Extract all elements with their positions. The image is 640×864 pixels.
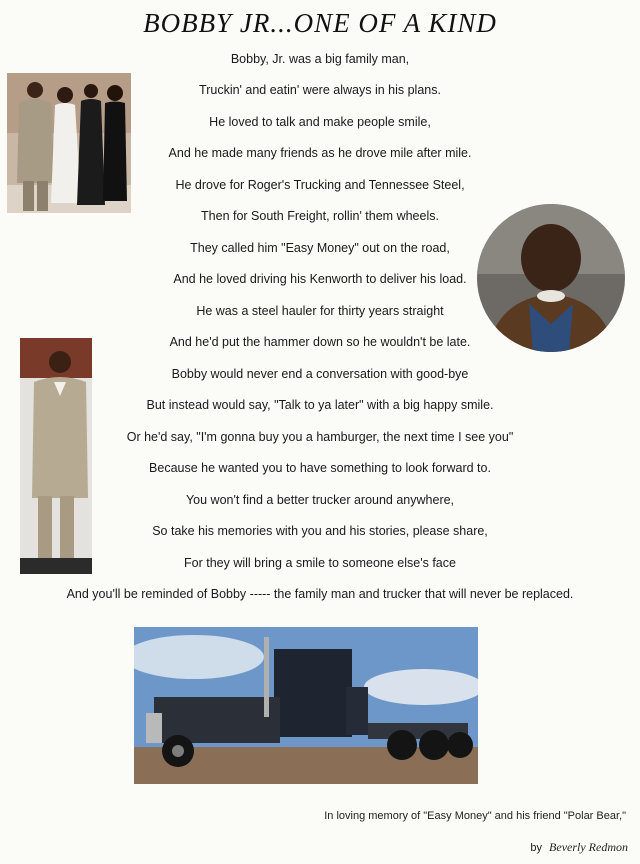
poem-line: You won't find a better trucker around anywhere, (185, 493, 455, 507)
poem-line: Because he wanted you to have something to look forward to. (149, 461, 491, 475)
poem-line: Bobby would never end a conversation with good-bye (171, 367, 469, 381)
poem-line: Bobby, Jr. was a big family man, (230, 52, 410, 66)
poem-line: Truckin' and eatin' were always in his plans. (199, 83, 441, 97)
poem-line: He was a steel hauler for thirty years straight (196, 304, 444, 318)
memorial-dedication: In loving memory of "Easy Money" and his friend "Polar Bear," (324, 810, 626, 822)
byline-prefix: by (530, 842, 542, 854)
poem-line: For they will bring a smile to someone else's face (184, 556, 456, 570)
poem-line: And he loved driving his Kenworth to deliver his load. (173, 272, 467, 286)
poem-line: And you'll be reminded of Bobby ----- the family man and trucker that will never be replaced. (66, 587, 574, 601)
poem-line: He loved to talk and make people smile, (209, 115, 431, 129)
portrait-photo (477, 204, 625, 352)
poem-line: And he'd put the hammer down so he wouldn't be late. (169, 335, 471, 349)
poem-line: He drove for Roger's Trucking and Tennessee Steel, (175, 178, 465, 192)
poem-line: Or he'd say, "I'm gonna buy you a hamburger, the next time I see you" (126, 430, 514, 444)
poem-title: BOBBY JR...ONE OF A KIND (143, 8, 497, 38)
kenworth-truck-photo (134, 627, 478, 784)
poem-line: So take his memories with you and his stories, please share, (152, 524, 488, 538)
poem-line: And he made many friends as he drove mile after mile. (168, 146, 472, 160)
author-byline (530, 840, 628, 855)
family-group-photo (7, 73, 131, 213)
poem-line: They called him "Easy Money" out on the road, (190, 241, 450, 255)
poem-line: But instead would say, "Talk to ya later" with a big happy smile. (146, 398, 494, 412)
standing-man-photo (20, 338, 92, 574)
poem-line: Then for South Freight, rollin' them wheels. (201, 209, 439, 223)
author-signature: Beverly Redmon (549, 840, 628, 854)
